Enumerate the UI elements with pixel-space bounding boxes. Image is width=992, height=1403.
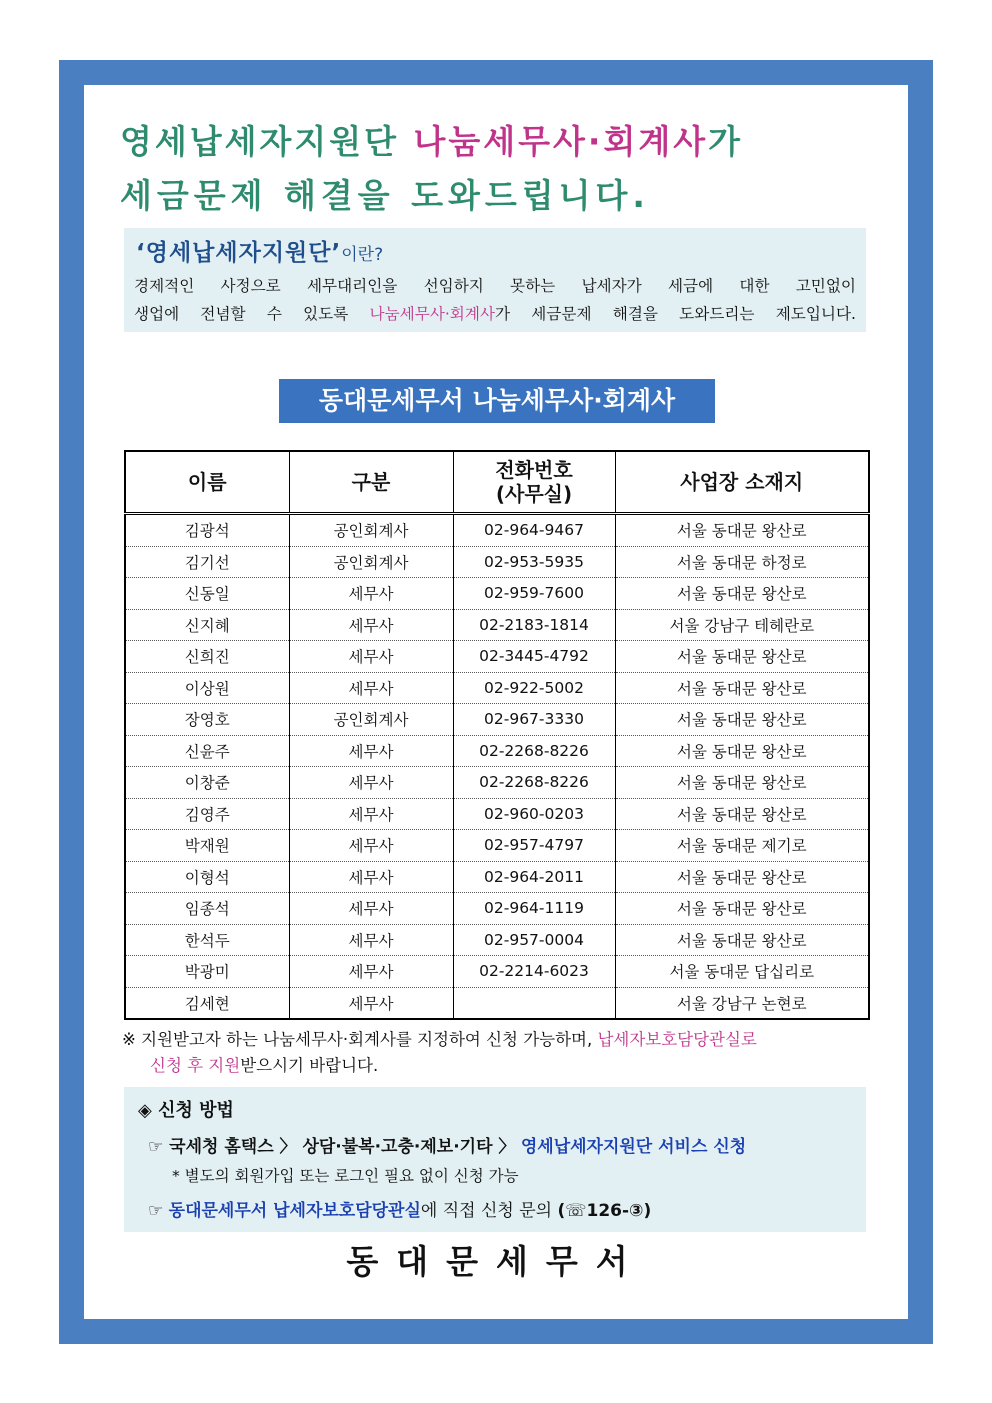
section-banner: 동대문세무서 나눔세무사·회계사 (279, 379, 715, 423)
table-cell: 신윤주 (125, 735, 289, 767)
notice-text: ※ 지원받고자 하는 나눔세무사·회계사를 지정하여 신청 가능하며, 납세자보호담당관실로 신청 후 지원받으시기 바랍니다. (122, 1030, 757, 1075)
table-cell: 신희진 (125, 641, 289, 673)
table-cell: 서울 강남구 논현로 (615, 987, 869, 1019)
table-row (125, 546, 869, 578)
table-cell: 서울 동대문 왕산로 (615, 861, 869, 893)
table-cell: 서울 동대문 답십리로 (615, 956, 869, 988)
table-row (125, 609, 869, 641)
table-row (125, 830, 869, 862)
table-cell: 02-964-1119 (453, 893, 615, 925)
table-cell: 공인회계사 (289, 704, 453, 736)
table-cell: 서울 동대문 왕산로 (615, 893, 869, 925)
table-cell: 02-967-3330 (453, 704, 615, 736)
pointing-hand-icon: ☞ (148, 1137, 164, 1157)
office-name-footer: 동대문세무서 (346, 1242, 646, 1281)
table-cell: 서울 동대문 왕산로 (615, 672, 869, 704)
main-title-line-1: 영세납세자지원단 나눔세무사·회계사가 (120, 122, 743, 161)
table-cell: 서울 동대문 왕산로 (615, 924, 869, 956)
table-cell: 서울 동대문 하정로 (615, 546, 869, 578)
table-cell: 02-2268-8226 (453, 767, 615, 799)
table-cell: 02-2268-8226 (453, 735, 615, 767)
table-cell: 02-2214-6023 (453, 956, 615, 988)
table-row (125, 924, 869, 956)
advisor-table (124, 450, 870, 1020)
table-cell: 02-922-5002 (453, 672, 615, 704)
table-row (125, 861, 869, 893)
table-cell: 김광석 (125, 514, 289, 547)
table-cell: 공인회계사 (289, 546, 453, 578)
table-cell: 02-957-4797 (453, 830, 615, 862)
table-cell: 세무사 (289, 767, 453, 799)
table-cell: 세무사 (289, 641, 453, 673)
table-row (125, 798, 869, 830)
table-cell: 서울 동대문 왕산로 (615, 641, 869, 673)
table-cell: 세무사 (289, 924, 453, 956)
table-cell: 장영호 (125, 704, 289, 736)
table-cell: 서울 강남구 테헤란로 (615, 609, 869, 641)
table-cell: 세무사 (289, 861, 453, 893)
table-cell: 서울 동대문 왕산로 (615, 578, 869, 610)
table-row (125, 767, 869, 799)
table-cell: 서울 동대문 왕산로 (615, 514, 869, 547)
table-cell: 서울 동대문 왕산로 (615, 767, 869, 799)
table-cell: 한석두 (125, 924, 289, 956)
table-row (125, 578, 869, 610)
pointing-hand-icon: ☞ (148, 1201, 164, 1221)
table-cell: 박재원 (125, 830, 289, 862)
table-row (125, 893, 869, 925)
table-cell: 02-964-2011 (453, 861, 615, 893)
table-cell: 서울 동대문 왕산로 (615, 735, 869, 767)
table-cell: 이상원 (125, 672, 289, 704)
table-cell: 김세현 (184, 994, 230, 1013)
info-heading: ‘영세납세자지원단’이란? (136, 240, 384, 266)
table-cell: 김영주 (125, 798, 289, 830)
table-cell: 02-957-0004 (453, 924, 615, 956)
table-cell: 02-959-7600 (453, 578, 615, 610)
table-row (125, 735, 869, 767)
method-visit: ☞ 동대문세무서 납세자보호담당관실에 직접 신청 문의 (☏126-③) (148, 1201, 652, 1221)
table-row (125, 704, 869, 736)
application-method-box (124, 1087, 866, 1232)
table-row (125, 956, 869, 988)
column-header: 구분 (289, 451, 453, 514)
table-cell: 세무사 (289, 672, 453, 704)
table-cell: 이창준 (125, 767, 289, 799)
table-row (125, 514, 869, 547)
method-note: * 별도의 회원가입 또는 로그인 필요 없이 신청 가능 (172, 1167, 519, 1185)
info-box (124, 228, 866, 332)
table-cell: 세무사 (289, 830, 453, 862)
main-title-line-2: 세금문제 해결을 도와드립니다. (120, 176, 650, 215)
table-cell: 공인회계사 (289, 514, 453, 547)
table-cell: 서울 동대문 왕산로 (615, 798, 869, 830)
table-cell: 02-964-9467 (453, 514, 615, 547)
table-cell: 이형석 (125, 861, 289, 893)
table-cell (453, 987, 615, 1019)
method-hometax: ☞ 국세청 홈택스 〉 상담·불복·고충·제보·기타 〉 영세납세자지원단 서비스 신청 (148, 1137, 747, 1157)
table-row (125, 641, 869, 673)
table-cell: 신동일 (125, 578, 289, 610)
column-header: 전화번호 (사무실) (453, 451, 615, 514)
table-row (125, 672, 869, 704)
table-cell: 세무사 (289, 987, 453, 1019)
info-body: 경제적인 사정으로 세무대리인을 선임하지 못하는 납세자가 세금에 대한 고민없이 생업에 전념할 수 있도록 나눔세무사·회계사가 세금문제 해결을 도와드리는 제도입니다. (134, 277, 856, 323)
table-cell: 세무사 (289, 798, 453, 830)
table-cell: 02-953-5935 (453, 546, 615, 578)
table-cell: 세무사 (289, 735, 453, 767)
table-cell: 서울 동대문 왕산로 (615, 704, 869, 736)
table-cell: 서울 동대문 제기로 (615, 830, 869, 862)
table-cell: 02-2183-1814 (453, 609, 615, 641)
application-method-heading: ◈ 신청 방법 (138, 1100, 234, 1121)
table-header-row (125, 451, 869, 514)
table-row (125, 987, 869, 1019)
column-header: 사업장 소재지 (615, 451, 869, 514)
table-cell: 박광미 (125, 956, 289, 988)
table-cell: 세무사 (289, 893, 453, 925)
table-cell: 세무사 (289, 956, 453, 988)
table-cell: 임종석 (125, 893, 289, 925)
table-cell: 김기선 (125, 546, 289, 578)
column-header: 이름 (125, 451, 289, 514)
table-cell: 02-3445-4792 (453, 641, 615, 673)
table-cell: 신지혜 (125, 609, 289, 641)
table-cell: 세무사 (289, 609, 453, 641)
table-cell: 세무사 (289, 578, 453, 610)
table-cell: 02-960-0203 (453, 798, 615, 830)
